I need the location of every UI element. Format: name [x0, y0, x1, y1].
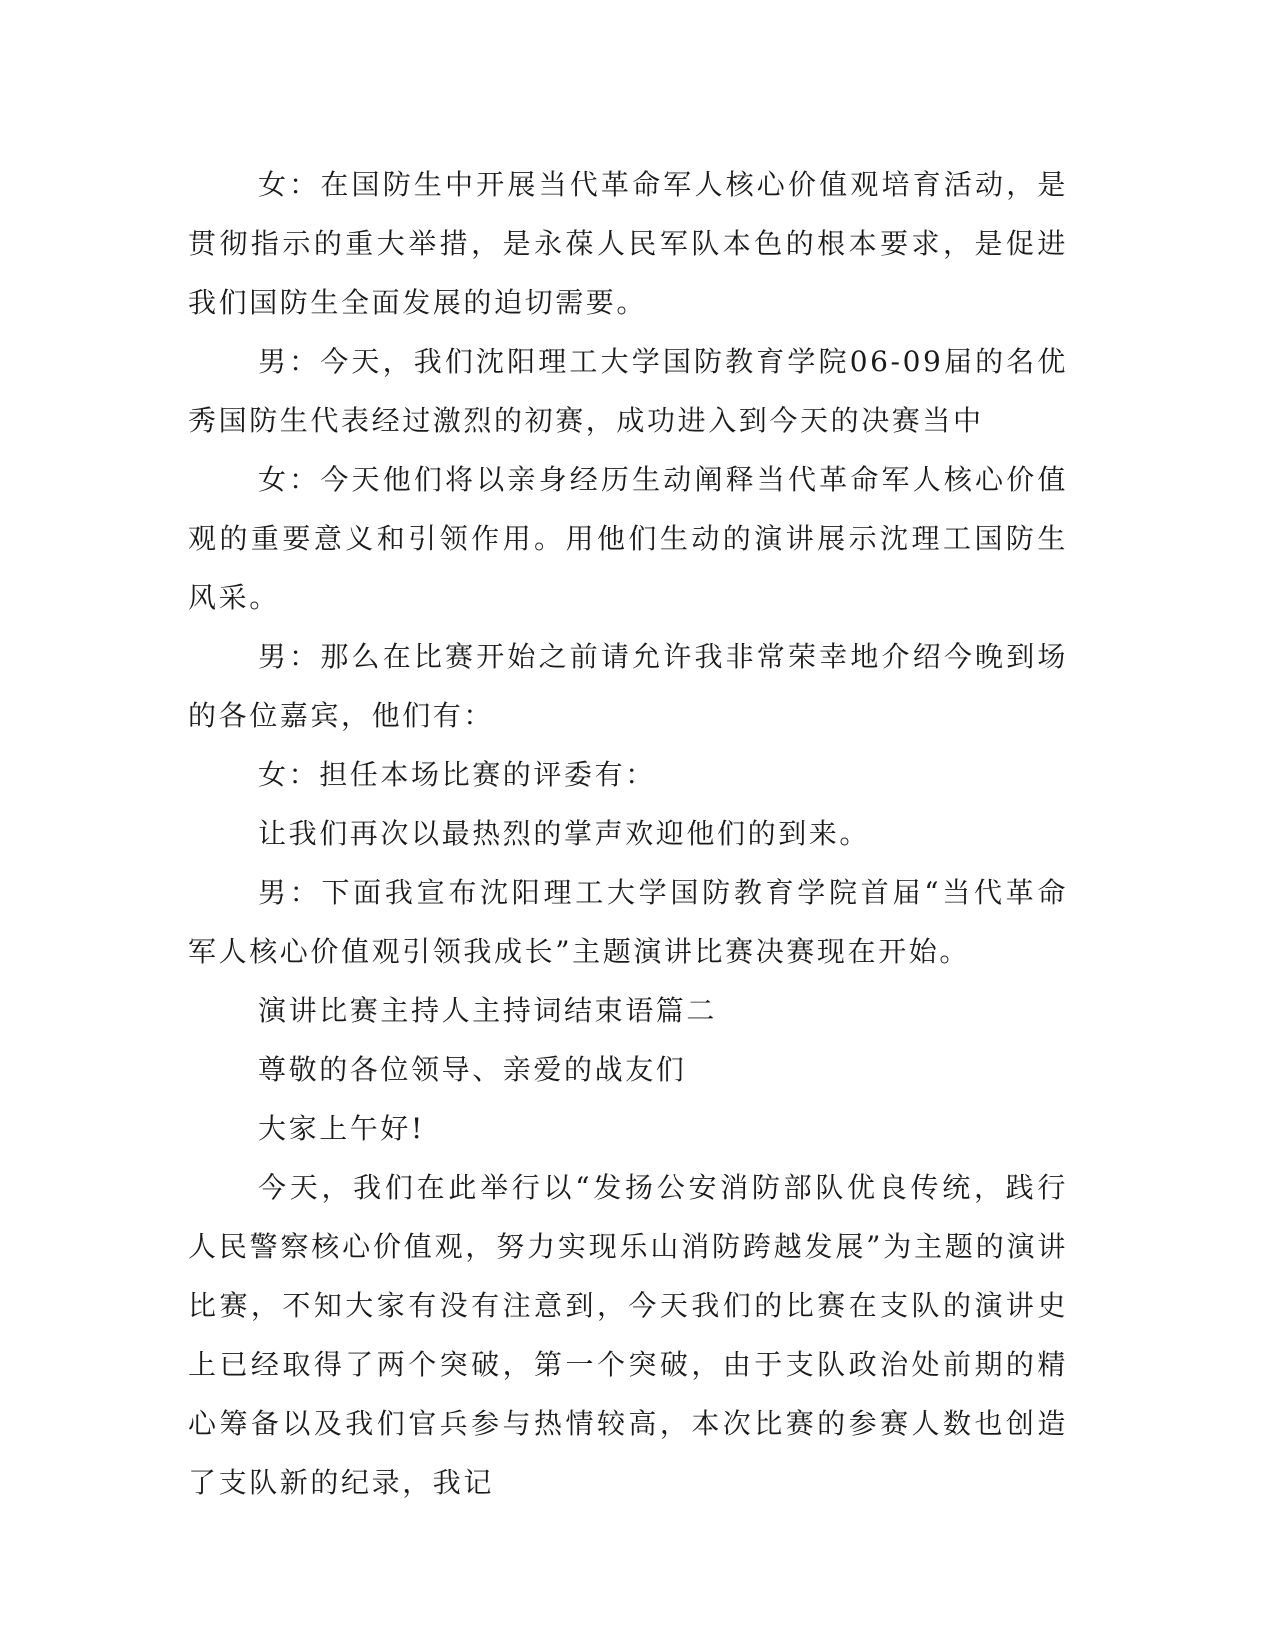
section-heading: 演讲比赛主持人主持词结束语篇二: [258, 994, 718, 1027]
paragraph: 男：那么在比赛开始之前请允许我非常荣幸地介绍今晚到场的各位嘉宾，他们有：: [188, 640, 1068, 732]
salutation: 尊敬的各位领导、亲爱的战友们: [258, 1053, 687, 1086]
paragraph: 今天，我们在此举行以“发扬公安消防部队优良传统，践行人民警察核心价值观，努力实现乐山消防跨越发展”为主题的演讲比赛，不知大家有没有注意到，今天我们的比赛在支队的演讲史上已经取得了两个突破，第一个突破，由于支队政治处前期的精心筹备以及我们官兵参与热情较高，本次比赛的参赛人数也创造了支队新的纪录，我记: [188, 1171, 1068, 1499]
greeting: 大家上午好!: [258, 1112, 425, 1145]
paragraph: 男：下面我宣布沈阳理工大学国防教育学院首届“当代革命军人核心价值观引领我成长”主题演讲比赛决赛现在开始。: [188, 876, 1068, 968]
paragraph: 女：今天他们将以亲身经历生动阐释当代革命军人核心价值观的重要意义和引领作用。用他们生动的演讲展示沈理工国防生风采。: [188, 463, 1068, 614]
paragraph: 男：今天，我们沈阳理工大学国防教育学院06-09届的名优秀国防生代表经过激烈的初赛，成功进入到今天的决赛当中: [188, 345, 1068, 437]
paragraph: 女：在国防生中开展当代革命军人核心价值观培育活动，是贯彻指示的重大举措，是永葆人民军队本色的根本要求，是促进我们国防生全面发展的迫切需要。: [188, 168, 1068, 319]
paragraph: 让我们再次以最热烈的掌声欢迎他们的到来。: [258, 817, 871, 850]
document-body: [188, 155, 1068, 1512]
paragraph: 女：担任本场比赛的评委有：: [258, 758, 656, 791]
